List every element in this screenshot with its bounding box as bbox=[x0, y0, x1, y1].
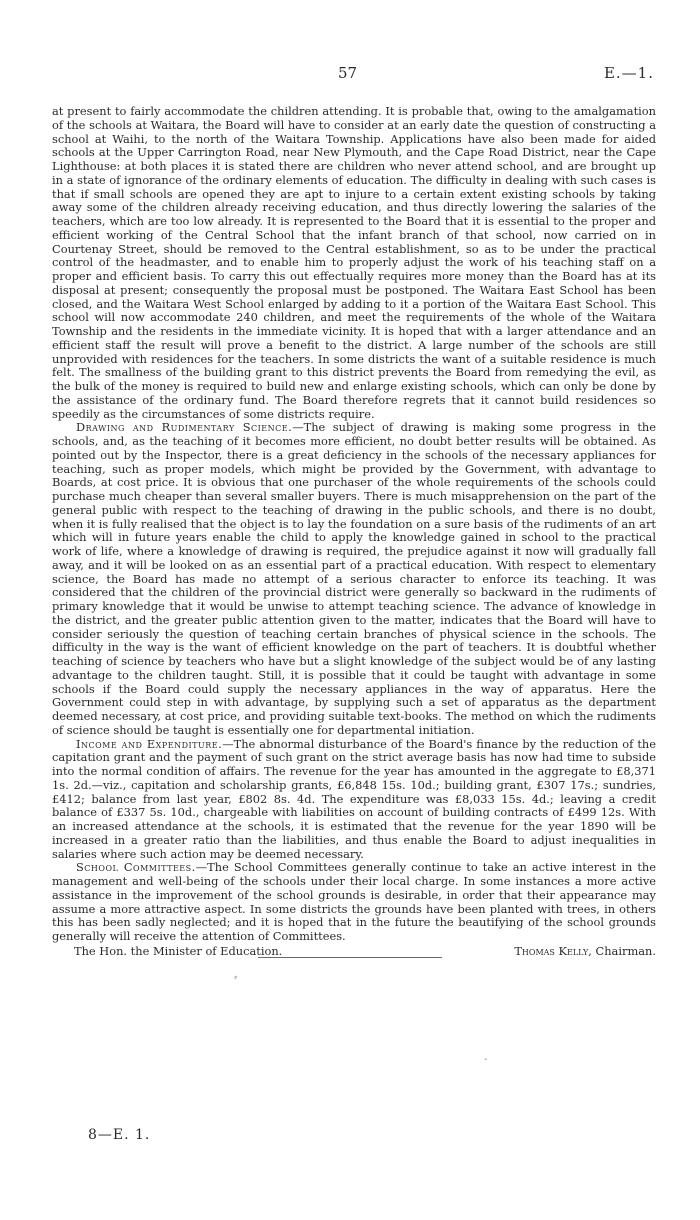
addressee: The Hon. the Minister of Education. bbox=[74, 943, 283, 958]
section-heading-drawing: Drawing and Rudimentary Science. bbox=[76, 420, 293, 435]
section-text-income: —The abnormal disturbance of the Board's finance by the reduction of the capitation grant and the payment of such grant on the strict average basis has now had time to subside into the normal condition of affairs. The revenue for the year has amounted in the aggregate to £8,371 1s. 2d.—viz., capitation and scholarship grants, £6,848 15s. 10d.; building grant, £307 17s.; sundries, £412; balance from last year, £802 8s. 4d. The expenditure was £8,033 15s. 4d.; leaving a credit balance of £337 5s. 10d., chargeable with liabilities on account of building contracts of £499 12s. With an increased attendance at the schools, it is estimated that the revenue for the year 1890 will be increased in a greater ratio than the liabilities, and thus enable the Board to adjust inequalities in salaries where such action may be deemed necessary. bbox=[52, 736, 657, 861]
print-mark-dash: ‐ bbox=[484, 1054, 488, 1065]
footer-sheet-code: 8—E. 1. bbox=[88, 1127, 151, 1143]
signatory-name: Thomas Kelly bbox=[514, 943, 589, 958]
section-committees bbox=[52, 861, 656, 944]
signatory-title: , Chairman. bbox=[588, 943, 656, 958]
report-body bbox=[52, 105, 656, 959]
page-number: 57 bbox=[338, 64, 358, 82]
print-mark-ornament: ⸗ bbox=[234, 972, 238, 983]
closing-rule bbox=[258, 957, 442, 958]
document-code: E.—1. bbox=[603, 64, 654, 82]
section-income bbox=[52, 738, 656, 862]
paragraph-schools-waitara: at present to fairly accommodate the children attending. It is probable that, owing to the amalgamation of the schools at Waitara, the Board will have to consider at an early date the question of constructing a school at Waihi, to the north of the Waitara Township. Applications have also been made for aided schools at the Upper Carrington Road, near New Plymouth, and the Cape Road District, near the Cape Lighthouse: at both places it is stated there are children who never attend school, and are brought up in a state of ignorance of the ordinary elements of education. The difficulty in dealing with such cases is that if small schools are opened they are apt to injure to a certain extent existing schools by taking away some of the children already receiving education, and thus directly lowering the salaries of the teachers, which are too low already. It is represented to the Board that it is essential to the proper and efficient working of the Central School that the infant branch of that school, now carried on in Courtenay Street, should be removed to the Central establishment, so as to be under the practical control of the headmaster, and to enable him to properly adjust the work of his teaching staff on a proper and efficient basis. To carry this out effectually requires more money than the Board has at its disposal at present; consequently the proposal must be postponed. The Waitara East School has been closed, and the Waitara West School enlarged by adding to it a portion of the Waitara East School. This school will now accommodate 240 children, and meet the requirements of the whole of the Waitara Township and the residents in the immediate vicinity. It is hoped that with a larger attendance and an efficient staff the result will prove a benefit to the district. A large number of the schools are still unprovided with residences for the teachers. In some districts the want of a suitable residence is much felt. The smallness of the building grant to this district prevents the Board from remedying the evil, as the bulk of the money is required to build new and enlarge existing schools, which can only be done by the assistance of the ordinary fund. The Board therefore regrets that it cannot build residences so speedily as the circumstances of some districts require. bbox=[52, 104, 656, 421]
signature bbox=[514, 945, 656, 959]
section-text-committees: —The School Committees generally continue to take an active interest in the management and well-being of the schools under their local charge. In some instances a more active assistance in the improvement of the school grounds is desirable, in order that their appearance may assume a more attractive aspect. In some districts the grounds have been planted with trees, in others this has been sadly neglected; and it is hoped that in the future the beautifying of the school grounds generally will receive the attention of Committees. bbox=[52, 860, 657, 943]
section-heading-committees: School Committees. bbox=[76, 860, 196, 875]
section-text-drawing: —The subject of drawing is making some progress in the schools, and, as the teaching of it becomes more efficient, no doubt better results will be obtained. As pointed out by the Inspector, there is a great deficiency in the schools of the necessary appliances for teaching, such as proper models, which might be provided by the Government, with advantage to Boards, at cost price. It is obvious that one purchaser of the whole requirements of the schools could purchase much cheaper than several smaller buyers. There is much misapprehension on the part of the general public with respect to the teaching of drawing in the public schools, and there is no doubt, when it is fully realised that the object is to lay the foundation on a sure basis of the rudiments of an art which will in future years enable the child to apply the knowledge gained in school to the practical work of life, where a knowledge of drawing is required, the prejudice against it now will gradually fall away, and it will be looked on as an essential part of a practical education. With respect to elementary science, the Board has made no attempt of a serious character to enforce its teaching. It was considered that the children of the provincial district were generally so backward in the rudiments of primary knowledge that it would be unwise to attempt teaching science. The advance of knowledge in the district, and the greater public attention given to the matter, indicates that the Board will have to consider seriously the question of teaching certain branches of physical science in the schools. The difficulty in the way is the want of efficient knowledge on the part of teachers. It is doubtful whether teaching of science by teachers who have but a slight knowledge of the subject would be of any lasting advantage to the children taught. Still, it is possible that it could be taught with advantage in some schools if the Board could supply the necessary appliances in the way of apparatus. Here the Government could step in with advantage, by supplying such a set of apparatus as the department deemed necessary, at cost price, and providing suitable text-books. The method on which the rudiments of science should be taught is essentially one for departmental initiation. bbox=[52, 420, 656, 737]
section-heading-income: Income and Expenditure. bbox=[76, 736, 223, 751]
section-drawing bbox=[52, 421, 656, 737]
